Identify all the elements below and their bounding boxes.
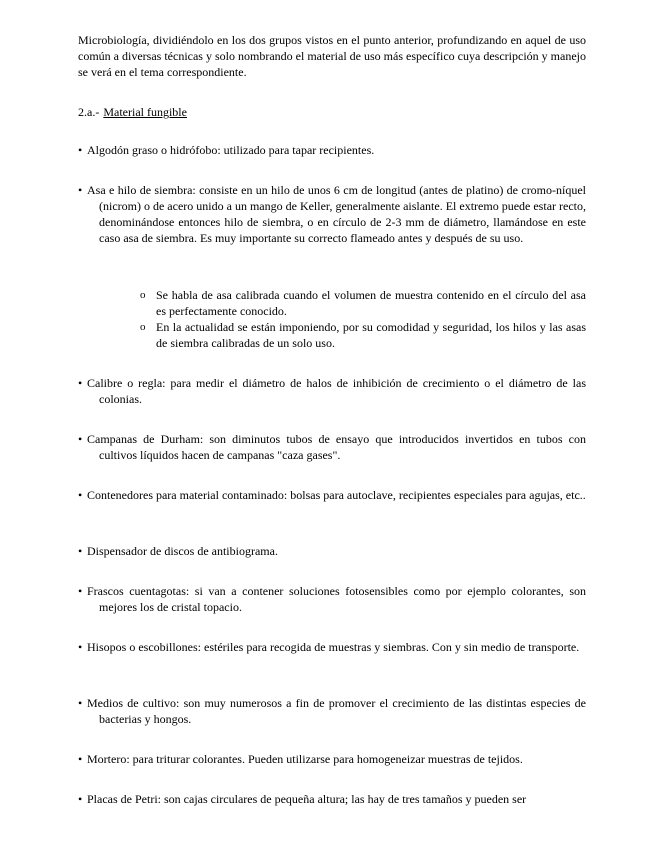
- item-text: : son cajas circulares de pequeña altura; las hay de tres tamaños y pueden ser: [157, 792, 527, 806]
- sub-list-item: [140, 319, 586, 351]
- list-item: [78, 583, 586, 615]
- section-heading: [78, 104, 187, 120]
- bullet-icon: •: [78, 696, 83, 710]
- list-item: [78, 639, 586, 655]
- sub-item-text: En la actualidad se están imponiendo, por su comodidad y seguridad, los hilos y las asas de siembra calibradas de un solo uso.: [156, 320, 586, 350]
- item-term: Campanas de Durham: [87, 432, 200, 446]
- item-text: .: [274, 544, 278, 558]
- bullet-icon: •: [78, 752, 83, 766]
- list-item: [78, 431, 586, 463]
- item-term: Dispensador de discos de antibiograma: [87, 544, 275, 558]
- item-term: Contenedores para material contaminado: [87, 488, 284, 502]
- bullet-icon: •: [78, 544, 83, 558]
- circle-bullet-icon: o: [140, 289, 146, 301]
- item-term: Frascos cuentagotas: [87, 584, 186, 598]
- item-term: Mortero: [87, 752, 127, 766]
- list-item: [78, 543, 586, 559]
- section-number: 2.a.-: [78, 105, 100, 119]
- list-item: [78, 695, 586, 727]
- item-term: Calibre o regla: [87, 376, 163, 390]
- bullet-icon: •: [78, 488, 83, 502]
- bullet-icon: •: [78, 792, 83, 806]
- item-text: : para medir el diámetro de halos de inhibición de crecimiento o el diámetro de las colonias.: [99, 376, 586, 406]
- section-title: Material fungible: [103, 105, 187, 119]
- item-text: : si van a contener soluciones fotosensibles como por ejemplo colorantes, son mejores los de cristal topacio.: [99, 584, 586, 614]
- item-text: : para triturar colorantes. Pueden utilizarse para homogeneizar muestras de tejidos.: [126, 752, 523, 766]
- bullet-icon: •: [78, 432, 83, 446]
- item-text: : estériles para recogida de muestras y siembras. Con y sin medio de transporte.: [197, 640, 580, 654]
- item-text: : utilizado para tapar recipientes.: [217, 143, 375, 157]
- list-item: [78, 487, 586, 503]
- item-text: : son diminutos tubos de ensayo que introducidos invertidos en tubos con cultivos líquidos hacen de campanas "caza gases".: [99, 432, 586, 462]
- bullet-icon: •: [78, 143, 83, 157]
- intro-paragraph: Microbiología, dividiéndolo en los dos grupos vistos en el punto anterior, profundizando en aquel de uso común a diversas técnicas y solo nombrando el material de uso más específico cuya descripción y manejo se verá en el tema correspondiente.: [78, 33, 586, 79]
- list-item: [78, 142, 586, 158]
- item-term: Hisopos o escobillones: [87, 640, 198, 654]
- item-text: : son muy numerosos a fin de promover el crecimiento de las distintas especies de bacterias y hongos.: [99, 696, 586, 726]
- item-text: : bolsas para autoclave, recipientes especiales para agujas, etc..: [283, 488, 586, 502]
- sub-item-text: Se habla de asa calibrada cuando el volumen de muestra contenido en el círculo del asa es perfectamente conocido.: [156, 288, 586, 318]
- item-term: Medios de cultivo: [87, 696, 177, 710]
- bullet-icon: •: [78, 183, 83, 197]
- bullet-icon: •: [78, 376, 83, 390]
- list-item: [78, 182, 586, 246]
- item-term: Algodón graso o hidrófobo: [87, 143, 218, 157]
- bullet-icon: •: [78, 640, 83, 654]
- bullet-icon: •: [78, 584, 83, 598]
- list-item: [78, 751, 586, 767]
- item-text: : consiste en un hilo de unos 6 cm de longitud (antes de platino) de cromo-níquel (nicrom) o de acero unido a un mango de Keller, generalmente aislante. El extremo puede estar recto, denominándose entonces hilo de siembra, o en círculo de 2-3 mm de diámetro, llamándose en este caso asa de siembra. Es muy importante su correcto flameado antes y después de su uso.: [99, 183, 587, 245]
- sub-list-item: [140, 287, 586, 319]
- list-item: [78, 375, 586, 407]
- list-item: [78, 791, 586, 807]
- circle-bullet-icon: o: [140, 321, 146, 333]
- item-term: Asa e hilo de siembra: [87, 183, 193, 197]
- item-term: Placas de Petri: [87, 792, 158, 806]
